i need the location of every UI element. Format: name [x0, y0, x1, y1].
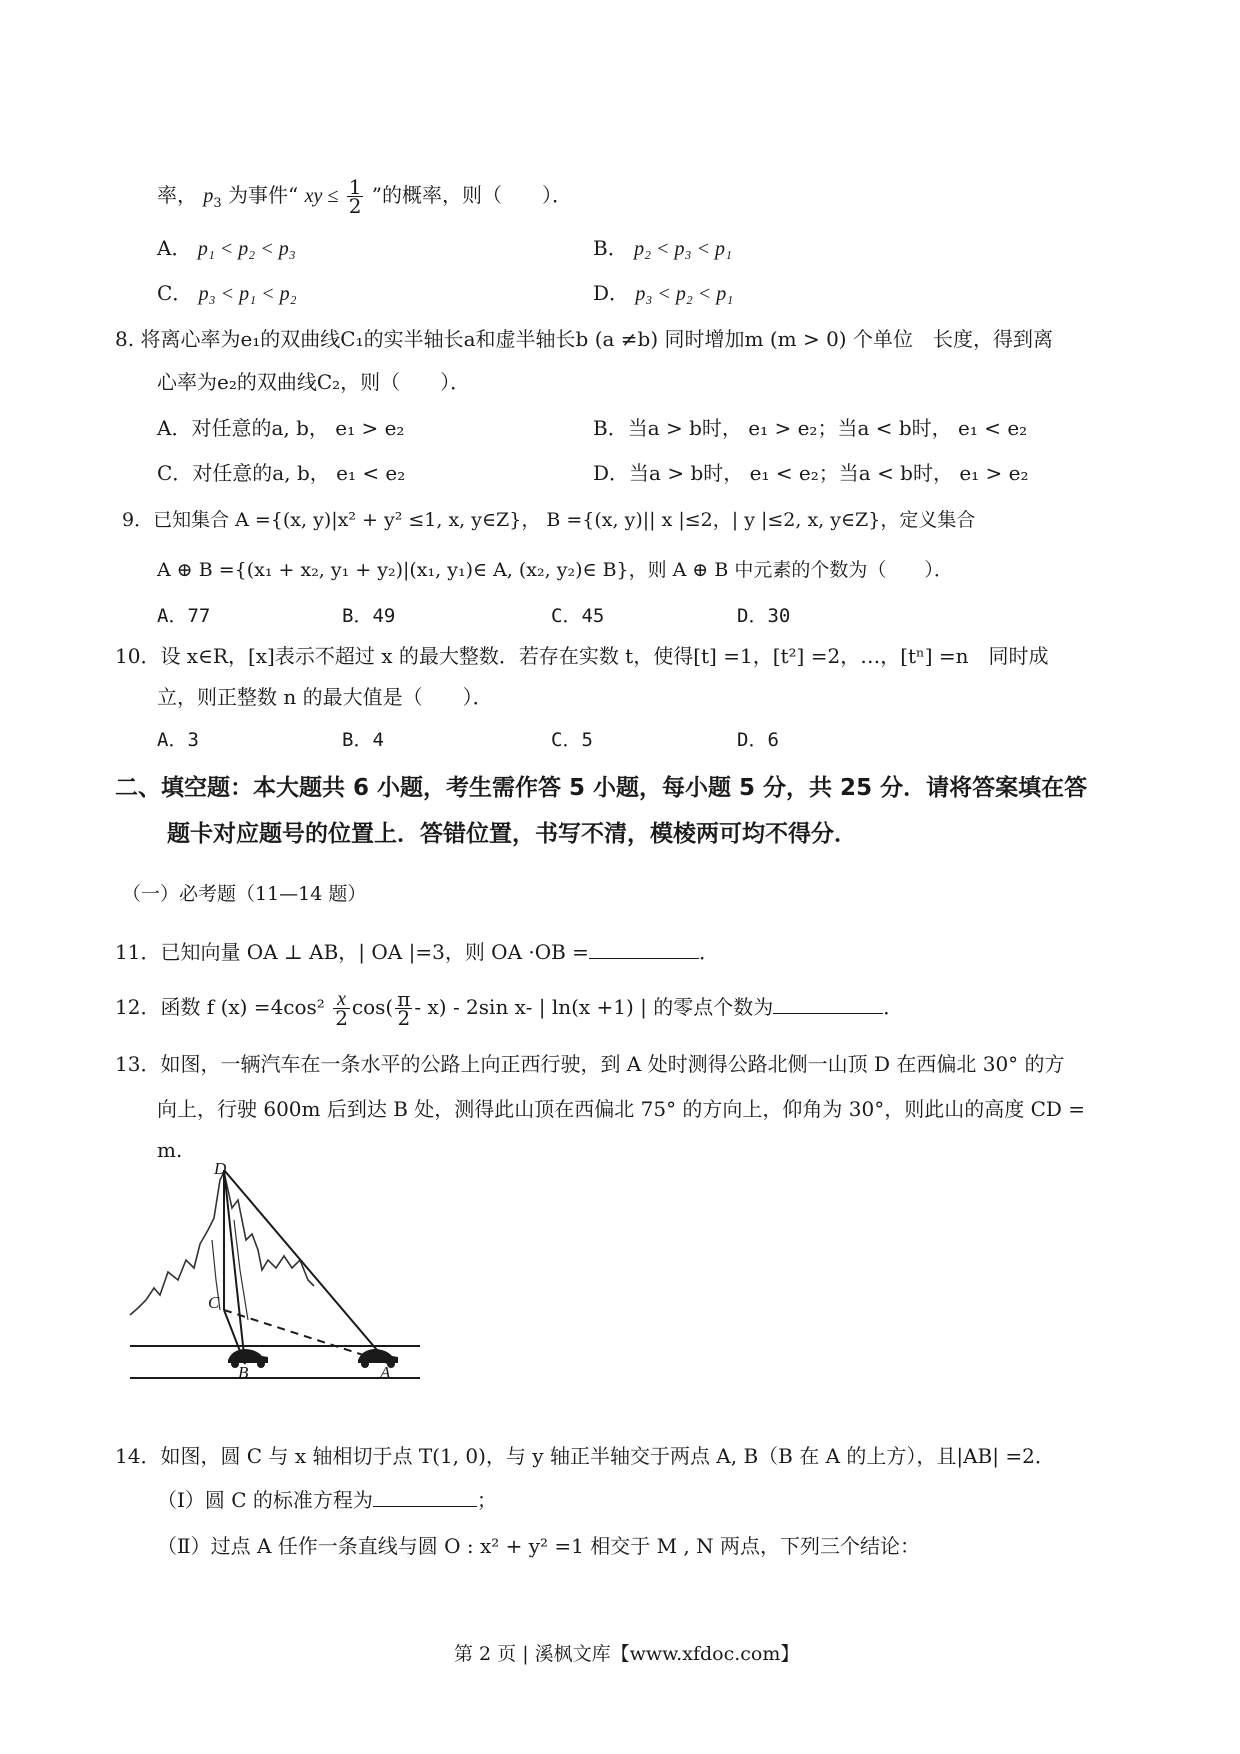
q7-option-d [593, 281, 733, 306]
q14-line1: 14．如图，圆 C 与 x 轴相切于点 T(1, 0)，与 y 轴正半轴交于两点 A, B（B 在 A 的上方），且|AB| =2． [115, 1444, 1055, 1468]
q12-tail: - x) - 2sin x- | ln(x +1) | 的零点个数为 [414, 995, 774, 1019]
q12-frac1-num: x [333, 990, 350, 1009]
q10-option-b: B．4 [342, 729, 384, 751]
figure-label-d: D [214, 1160, 227, 1178]
q7-p3-sub: 3 [213, 196, 222, 211]
q10-line2: 立，则正整数 n 的最大值是（ ）． [157, 685, 493, 709]
q14-part1-answer-blank[interactable] [373, 1488, 477, 1507]
section2-subheading: （一）必考题（11—14 题） [122, 883, 367, 905]
q8-option-d [593, 461, 1029, 485]
q7-option-c-expr: p₃ < p₁ < p₂ [198, 283, 297, 305]
page-footer: 第 2 页 | 溪枫文库【www.xfdoc.com】 [454, 1643, 800, 1665]
q7-option-c-label: C． [157, 281, 193, 305]
q7-suffix: ”的概率，则（ ）． [371, 183, 573, 207]
q12-fraction-1 [333, 988, 350, 1030]
q7-option-b [593, 236, 732, 261]
q14-part2: （Ⅱ）过点 A 任作一条直线与圆 O : x² + y² =1 相交于 M , N 两点，下列三个结论： [157, 1534, 921, 1558]
line-DA [224, 1170, 388, 1363]
q9-line2: A ⊕ B ={(x₁ + x₂, y₁ + y₂)|(x₁, y₁)∈ A, (x₂, y₂)∈ B}，则 A ⊕ B 中元素的个数为（ ）． [157, 559, 953, 581]
q14-part1-text: （Ⅰ）圆 C 的标准方程为 [157, 1488, 373, 1512]
q12-answer-blank[interactable] [773, 995, 883, 1014]
mountain-ridge-mid [234, 1220, 248, 1320]
q7-p3: p [203, 185, 214, 207]
q8-option-d-text: 当a > b时， e₁ < e₂；当a < b时， e₁ > e₂ [629, 461, 1029, 485]
q8-option-b-text: 当a > b时， e₁ > e₂；当a < b时， e₁ < e₂ [627, 416, 1028, 440]
q7-frac-num: 1 [348, 175, 362, 199]
q8-option-c-label: C． [157, 461, 193, 485]
q7-option-a-expr: p₁ < p₂ < p₃ [197, 238, 296, 260]
q7-option-c [157, 281, 297, 306]
q12-end: ． [883, 995, 904, 1019]
q10-option-d: D．6 [737, 729, 779, 751]
q10-option-c: C．5 [551, 729, 593, 751]
q8-option-b [593, 416, 1027, 440]
q8-option-c [157, 461, 405, 485]
q12-frac1-den: 2 [335, 1006, 348, 1030]
q8-option-a-text: 对任意的a, b， e₁ > e₂ [191, 416, 405, 440]
q7-mid: 为事件“ [228, 183, 299, 207]
q7-frac-lhs: xy ≤ [304, 185, 339, 207]
q10-option-a: A．3 [157, 729, 199, 751]
car-b-wheel-rear [257, 1360, 265, 1368]
q8-option-a-label: A． [157, 416, 192, 440]
q7-fraction [347, 175, 364, 218]
q8-option-d-label: D． [593, 461, 630, 485]
q8-option-b-label: B． [593, 416, 628, 440]
q8-option-c-text: 对任意的a, b， e₁ < e₂ [192, 461, 406, 485]
mountain-figure [128, 1160, 428, 1380]
q11-text: 11．已知向量 OA ⊥ AB，| OA |=3，则 OA ·OB = [115, 940, 589, 964]
q7-option-b-label: B． [593, 236, 628, 260]
q13-line1: 13．如图，一辆汽车在一条水平的公路上向正西行驶，到 A 处时测得公路北侧一山顶 D 在西偏北 30° 的方 [115, 1052, 1065, 1076]
q9-line1: 9．已知集合 A ={(x, y)|x² + y² ≤1, x, y∈Z}， B ={(x, y)|| x |≤2，| y |≤2, x, y∈Z}，定义集合 [122, 509, 976, 531]
q14-part1 [157, 1488, 497, 1512]
q12-text: 12．函数 f (x) =4cos² [115, 995, 325, 1019]
q7-option-d-label: D． [593, 281, 630, 305]
car-a-wheel-front [361, 1360, 369, 1368]
q8-line2: 心率为e₂的双曲线C₂，则（ ）． [157, 370, 471, 394]
q7-option-a-label: A． [157, 236, 192, 260]
q12-frac2-num: π [397, 987, 411, 1011]
q7-option-b-expr: p₂ < p₃ < p₁ [634, 238, 732, 260]
q9-option-a: A．77 [157, 605, 211, 627]
q7-prefix: 率， [157, 183, 197, 207]
q13-line2: 向上，行驶 600m 后到达 B 处，测得此山顶在西偏北 75° 的方向上，仰角为 30°，则此山的高度 CD = [157, 1097, 1086, 1121]
q7-tail-line [157, 175, 573, 218]
figure-label-b: B [238, 1363, 249, 1380]
q12-mid: cos( [351, 995, 394, 1019]
q9-option-d: D．30 [737, 605, 791, 627]
q12-fraction-2 [395, 987, 412, 1030]
q13-line3: m. [157, 1138, 183, 1162]
q14-part1-end: ； [476, 1488, 497, 1512]
q7-option-a [157, 236, 296, 261]
q11-line [115, 940, 719, 964]
figure-label-c: C [208, 1293, 220, 1312]
q7-option-d-expr: p₃ < p₂ < p₁ [635, 283, 734, 305]
q8-line1: 8. 将离心率为e₁的双曲线C₁的实半轴长a和虚半轴长b (a ≠b) 同时增加m (m > 0) 个单位 长度，得到离 [115, 327, 1053, 351]
q7-frac-den: 2 [348, 194, 362, 218]
figure-label-a: A [380, 1363, 391, 1380]
section2-heading-line1: 二、填空题：本大题共 6 小题，考生需作答 5 小题，每小题 5 分，共 25 分．请将答案填在答 [115, 775, 1088, 801]
q9-option-c: C．45 [551, 605, 605, 627]
q12-frac2-den: 2 [397, 1006, 411, 1030]
section2-heading-line2: 题卡对应题号的位置上．答错位置，书写不清，模棱两可均不得分． [167, 821, 857, 847]
q8-option-a [157, 416, 404, 440]
q10-line1: 10．设 x∈R，[x]表示不超过 x 的最大整数．若存在实数 t，使得[t] =1，[t²] =2，…，[tⁿ] =n 同时成 [115, 644, 1049, 668]
q11-answer-blank[interactable] [589, 940, 699, 959]
q12-line [115, 987, 904, 1030]
q11-end: ． [698, 940, 719, 964]
q9-option-b: B．49 [342, 605, 396, 627]
